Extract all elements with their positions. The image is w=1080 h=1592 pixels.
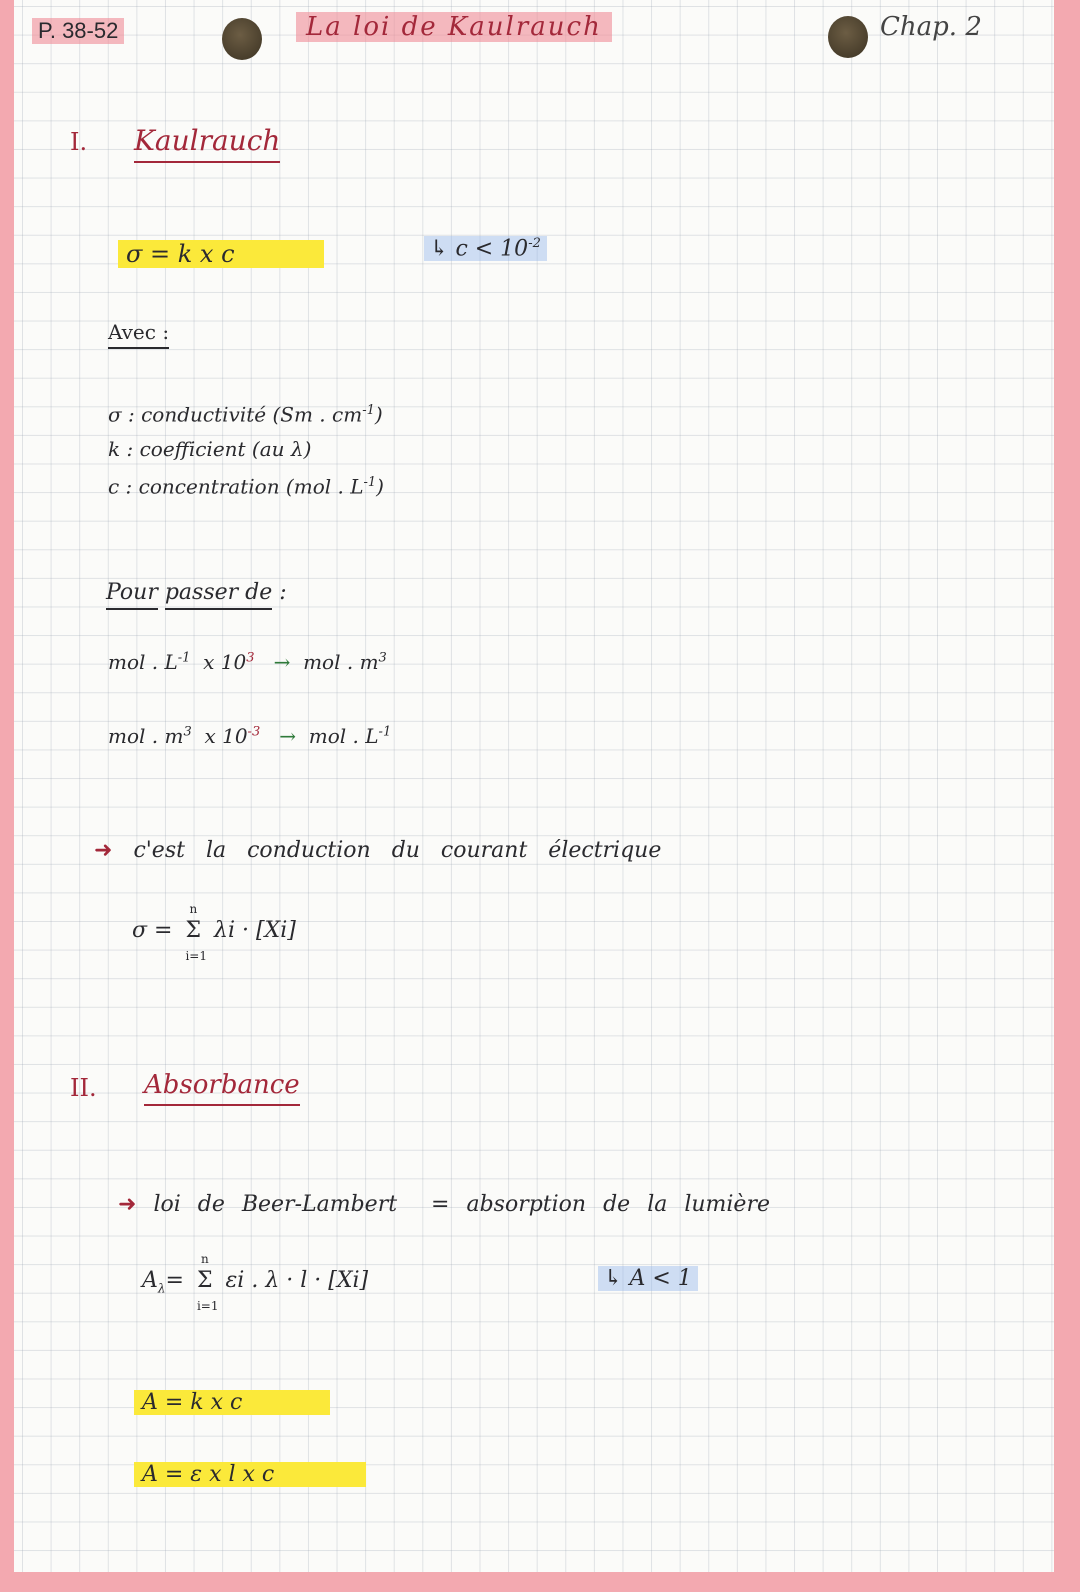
conduction-note: ➜ c'est la conduction du courant électrique [94,838,662,863]
definition-item: k : coefficient (au λ) [108,436,312,461]
section-heading: Kaulrauch [134,124,280,163]
arrow-icon: ↳ [430,236,449,262]
binder-hole-icon [222,18,262,60]
avec-label: Avec : [108,320,169,349]
exponent: -2 [528,236,541,251]
definitions-list [108,394,384,503]
grid-paper-page [14,0,1054,1572]
arrow-icon: ↳ [604,1266,623,1291]
absorbance-formula: A = ε x l x c [134,1462,366,1487]
conversion-row: mol . $L^{-1}$ x $10^3$ → mol . $m^3$ [108,650,387,674]
arrow-icon: ➜ [94,838,113,863]
condition-text: c < 10 [455,236,529,262]
conversion-heading: Pour passer de : [106,580,287,605]
sigma-sum-icon: Σ n i=1 [196,1252,219,1313]
section-number: I. [70,128,88,156]
binder-hole-icon [828,16,868,58]
definition-item: σ : conductivité (Sm . $cm^{-1}$) [108,402,383,427]
definition-item: c : concentration (mol . $L^{-1}$) [108,474,384,499]
arrow-icon: ➜ [118,1192,137,1217]
absorbance-condition: ↳ A < 1 [598,1266,698,1291]
conversion-row: mol . $m^3$ x $10^{-3}$ → mol . $L^{-1}$ [108,724,392,748]
section-heading: Absorbance [144,1070,300,1106]
kohlrausch-formula: σ = k x c [118,240,324,268]
section-number: II. [70,1074,97,1102]
chapter-label: Chap. 2 [880,12,982,42]
page-range: P. 38-52 [32,18,124,44]
page-title: La loi de Kaulrauch [296,12,612,42]
sum-formula: σ = Σ n i=1 λi · [Xi] [132,902,296,963]
beer-lambert-formula: $A_\lambda= \Sigma$ n i=1 εi . λ · l · [Xi] [142,1252,369,1313]
beer-lambert-note: ➜ loi de Beer-Lambert = absorption de la lumière [118,1192,770,1217]
sigma-sum-icon: Σ n i=1 [185,902,207,963]
validity-condition [424,236,547,261]
absorbance-formula: A = k x c [134,1390,330,1415]
